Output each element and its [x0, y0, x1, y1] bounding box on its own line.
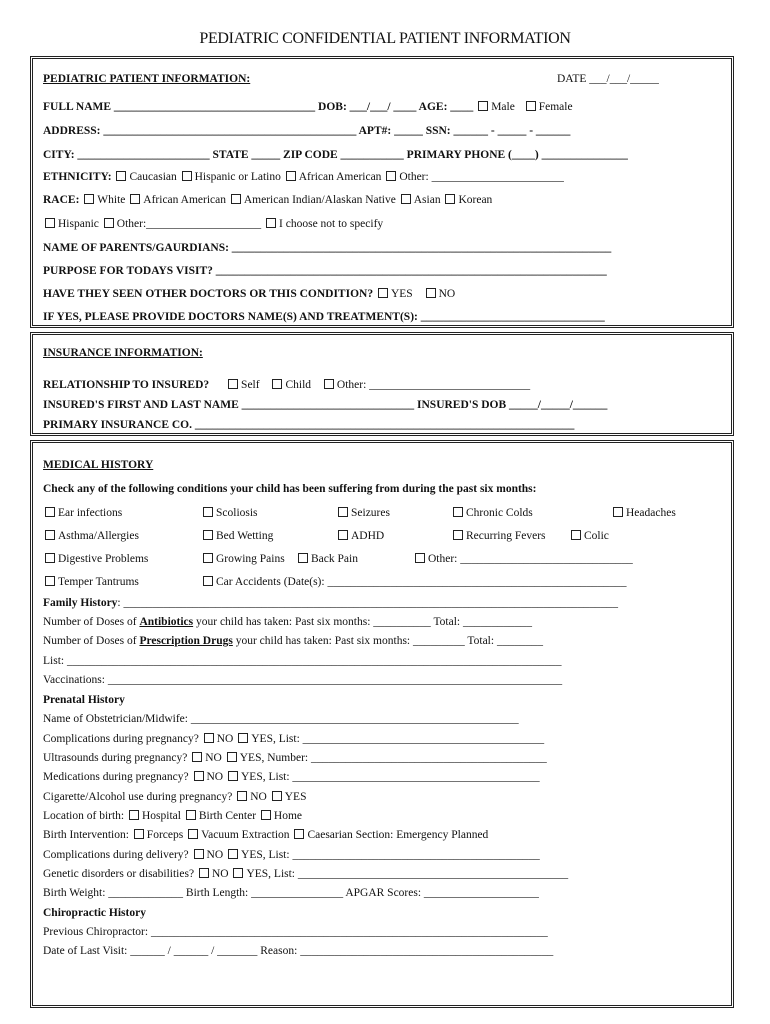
caesarian-checkbox[interactable]: [294, 829, 304, 839]
race-asian-label: Asian: [413, 194, 441, 206]
relationship-child-checkbox[interactable]: [272, 379, 282, 389]
condition-label: ADHD: [351, 530, 385, 542]
condition-checkbox[interactable]: [298, 553, 308, 563]
race-other-checkbox[interactable]: [104, 218, 114, 228]
no-label: NO: [206, 849, 224, 861]
cigarette-alcohol-label: Cigarette/Alcohol use during pregnancy?: [43, 791, 233, 803]
condition-checkbox[interactable]: [571, 530, 581, 540]
condition-label: Headaches: [626, 507, 676, 519]
no-label: NO: [206, 771, 224, 783]
genetic-no-checkbox[interactable]: [199, 868, 209, 878]
caesarian-label: Caesarian Section: Emergency Planned: [307, 829, 489, 841]
birth-measurements-field[interactable]: Birth Weight: _____________ Birth Length: ________________ APGAR Scores: ____________________: [43, 887, 539, 899]
ethnicity-other-checkbox[interactable]: [386, 171, 396, 181]
birth-center-label: Birth Center: [198, 810, 257, 822]
hospital-label: Hospital: [142, 810, 181, 822]
vacuum-label: Vacuum Extraction: [201, 829, 290, 841]
fullname-dob-age-field[interactable]: FULL NAME ___________________________________ DOB: ___/___/ ____ AGE: ____: [43, 101, 474, 113]
genetic-yes-checkbox[interactable]: [233, 868, 243, 878]
medications-label: Medications during pregnancy?: [43, 771, 189, 783]
delivery-complications-no-checkbox[interactable]: [194, 849, 204, 859]
race-korean-checkbox[interactable]: [445, 194, 455, 204]
vacuum-checkbox[interactable]: [188, 829, 198, 839]
condition-label: Ear infections: [58, 507, 123, 519]
condition-checkbox[interactable]: [45, 507, 55, 517]
race-not-specify-checkbox[interactable]: [266, 218, 276, 228]
condition-label: Digestive Problems: [58, 553, 149, 565]
delivery-complications-field[interactable]: YES, List: ___________________________________________: [241, 849, 540, 861]
male-label: Male: [491, 101, 515, 113]
birth-location-label: Location of birth:: [43, 810, 125, 822]
medications-yes-checkbox[interactable]: [228, 771, 238, 781]
ultrasounds-field[interactable]: YES, Number: _________________________________________: [239, 752, 547, 764]
condition-checkbox[interactable]: [338, 507, 348, 517]
condition-item[interactable]: [201, 574, 626, 590]
insurance-heading: INSURANCE INFORMATION:: [43, 347, 203, 359]
race-label: RACE:: [43, 194, 80, 206]
condition-checkbox[interactable]: [453, 530, 463, 540]
medications-no-checkbox[interactable]: [194, 771, 204, 781]
doctors-treatment-field[interactable]: IF YES, PLEASE PROVIDE DOCTORS NAME(S) AND TREATMENT(S): ________________________________: [43, 311, 605, 323]
condition-checkbox[interactable]: [415, 553, 425, 563]
condition-checkbox[interactable]: [453, 507, 463, 517]
male-checkbox[interactable]: [478, 101, 488, 111]
conditions-instruction: Check any of the following conditions your child has been suffering from during the past six months:: [43, 483, 537, 495]
condition-checkbox[interactable]: [203, 530, 213, 540]
pregnancy-complications-field[interactable]: YES, List: __________________________________________: [251, 733, 545, 745]
condition-label: Car Accidents (Date(s): ____________________________________________________: [216, 576, 627, 588]
medical-history-section: [30, 440, 734, 1008]
ethnicity-hispanic-label: Hispanic or Latino: [194, 171, 281, 183]
seen-yes-label: YES: [390, 288, 413, 300]
condition-item[interactable]: [43, 574, 139, 590]
birth-intervention-label: Birth Intervention:: [43, 829, 129, 841]
condition-label: Asthma/Allergies: [58, 530, 139, 542]
condition-item[interactable]: [201, 528, 273, 544]
race-not-specify-label: I choose not to specify: [279, 218, 384, 230]
family-history-label: Family History: [43, 597, 118, 609]
race-hispanic-checkbox[interactable]: [45, 218, 55, 228]
antibiotics-label: Antibiotics: [139, 616, 194, 628]
page-title: PEDIATRIC CONFIDENTIAL PATIENT INFORMATION: [199, 30, 571, 47]
delivery-complications-yes-checkbox[interactable]: [228, 849, 238, 859]
condition-item[interactable]: [43, 528, 139, 544]
city-field[interactable]: CITY: _______________________ STATE _____ ZIP CODE ___________ PRIMARY PHONE (____) _______________: [43, 149, 628, 161]
prescription-field[interactable]: your child has taken: Past six months: _________ Total: ________: [232, 635, 543, 647]
condition-item[interactable]: [296, 551, 358, 567]
race-african-american-label: African American: [143, 194, 226, 206]
ethnicity-label: ETHNICITY:: [43, 171, 112, 183]
patient-info-section: [30, 56, 734, 328]
ethnicity-caucasian-label: Caucasian: [129, 171, 177, 183]
condition-label: Chronic Colds: [466, 507, 533, 519]
race-korean-label: Korean: [458, 194, 493, 206]
antibiotics-prefix: Number of Doses of: [43, 616, 140, 628]
family-history-field[interactable]: : ______________________________________________________________________________________: [117, 597, 618, 609]
prescription-label: Prescription Drugs: [139, 635, 233, 647]
home-label: Home: [273, 810, 303, 822]
parents-field[interactable]: NAME OF PARENTS/GAURDIANS: __________________________________________________________________: [43, 242, 612, 254]
ethnicity-african-american-checkbox[interactable]: [286, 171, 296, 181]
condition-item[interactable]: [43, 505, 122, 521]
condition-checkbox[interactable]: [203, 507, 213, 517]
yes-label: YES: [284, 791, 307, 803]
seen-no-label: NO: [438, 288, 456, 300]
relationship-self-label: Self: [241, 379, 260, 391]
ethnicity-hispanic-checkbox[interactable]: [182, 171, 192, 181]
cigarette-no-checkbox[interactable]: [237, 791, 247, 801]
pregnancy-complications-label: Complications during pregnancy?: [43, 733, 199, 745]
condition-checkbox[interactable]: [45, 553, 55, 563]
condition-label: Bed Wetting: [216, 530, 274, 542]
antibiotics-field[interactable]: your child has taken: Past six months: __________ Total: ____________: [193, 616, 532, 628]
condition-label: Colic: [584, 530, 609, 542]
seen-no-checkbox[interactable]: [426, 288, 436, 298]
previous-chiropractor-field[interactable]: Previous Chiropractor: _____________________________________________________________________: [43, 926, 548, 938]
condition-checkbox[interactable]: [45, 576, 55, 586]
condition-label: Scoliosis: [216, 507, 258, 519]
forceps-checkbox[interactable]: [134, 829, 144, 839]
condition-item[interactable]: [413, 551, 633, 567]
condition-label: Back Pain: [311, 553, 358, 565]
genetic-disorders-label: Genetic disorders or disabilities?: [43, 868, 195, 880]
insurance-company-field[interactable]: PRIMARY INSURANCE CO. __________________________________________________________________: [43, 419, 575, 431]
female-checkbox[interactable]: [526, 101, 536, 111]
patient-info-heading: PEDIATRIC PATIENT INFORMATION:: [43, 73, 251, 85]
race-hispanic-label: Hispanic: [58, 218, 99, 230]
condition-item[interactable]: [611, 505, 676, 521]
condition-item[interactable]: [201, 551, 285, 567]
race-white-checkbox[interactable]: [84, 194, 94, 204]
prenatal-heading: Prenatal History: [43, 694, 125, 706]
condition-label: Temper Tantrums: [58, 576, 139, 588]
relationship-other-checkbox[interactable]: [324, 379, 334, 389]
purpose-field[interactable]: PURPOSE FOR TODAYS VISIT? ____________________________________________________________________: [43, 265, 607, 277]
obstetrician-field[interactable]: Name of Obstetrician/Midwife: _________________________________________________________: [43, 713, 519, 725]
ethnicity-african-american-label: African American: [298, 171, 382, 183]
insurance-section: [30, 332, 734, 436]
relationship-child-label: Child: [285, 379, 312, 391]
condition-label: Recurring Fevers: [466, 530, 546, 542]
home-checkbox[interactable]: [261, 810, 271, 820]
seen-yes-checkbox[interactable]: [378, 288, 388, 298]
condition-checkbox[interactable]: [613, 507, 623, 517]
list-field[interactable]: List: ______________________________________________________________________________________: [43, 655, 562, 667]
vaccinations-field[interactable]: Vaccinations: _______________________________________________________________________________: [43, 674, 563, 686]
prescription-prefix: Number of Doses of: [43, 635, 140, 647]
condition-label: Growing Pains: [216, 553, 285, 565]
race-asian-checkbox[interactable]: [401, 194, 411, 204]
condition-label: Seizures: [351, 507, 390, 519]
insured-name-dob-field[interactable]: INSURED'S FIRST AND LAST NAME ______________________________ INSURED'S DOB _____/_____/______: [43, 399, 608, 411]
condition-item[interactable]: [43, 551, 148, 567]
ethnicity-other-field[interactable]: Other: _______________________: [399, 171, 564, 183]
race-american-indian-checkbox[interactable]: [231, 194, 241, 204]
relationship-label: RELATIONSHIP TO INSURED?: [43, 379, 210, 391]
condition-item[interactable]: [569, 528, 609, 544]
ultrasounds-label: Ultrasounds during pregnancy?: [43, 752, 188, 764]
race-african-american-checkbox[interactable]: [130, 194, 140, 204]
medical-history-heading: MEDICAL HISTORY: [43, 459, 154, 471]
delivery-complications-label: Complications during delivery?: [43, 849, 189, 861]
condition-item[interactable]: [336, 528, 384, 544]
relationship-other-field[interactable]: Other: ____________________________: [336, 379, 531, 391]
female-label: Female: [538, 101, 573, 113]
pregnancy-complications-yes-checkbox[interactable]: [238, 733, 248, 743]
no-label: NO: [211, 868, 229, 880]
seen-other-doctors-label: HAVE THEY SEEN OTHER DOCTORS OR THIS CONDITION?: [43, 288, 374, 300]
birth-center-checkbox[interactable]: [186, 810, 196, 820]
no-label: NO: [205, 752, 222, 764]
condition-label: Other: ______________________________: [428, 553, 633, 565]
no-label: NO: [216, 733, 234, 745]
condition-checkbox[interactable]: [203, 576, 213, 586]
last-visit-field[interactable]: Date of Last Visit: ______ / ______ / _______ Reason: ____________________________________________: [43, 945, 554, 957]
ultrasounds-yes-checkbox[interactable]: [227, 752, 237, 762]
medications-field[interactable]: YES, List: ___________________________________________: [241, 771, 540, 783]
genetic-disorders-field[interactable]: YES, List: _______________________________________________: [246, 868, 569, 880]
race-white-label: White: [97, 194, 126, 206]
condition-checkbox[interactable]: [338, 530, 348, 540]
race-american-indian-label: American Indian/Alaskan Native: [243, 194, 396, 206]
no-label: NO: [250, 791, 267, 803]
condition-item[interactable]: [201, 505, 258, 521]
ethnicity-caucasian-checkbox[interactable]: [116, 171, 126, 181]
hospital-checkbox[interactable]: [129, 810, 139, 820]
relationship-self-checkbox[interactable]: [228, 379, 238, 389]
pregnancy-complications-no-checkbox[interactable]: [204, 733, 214, 743]
condition-item[interactable]: [336, 505, 390, 521]
condition-checkbox[interactable]: [45, 530, 55, 540]
address-field[interactable]: ADDRESS: ____________________________________________ APT#: _____ SSN: ______ - _____ - ______: [43, 125, 571, 137]
ultrasounds-no-checkbox[interactable]: [192, 752, 202, 762]
chiropractic-heading: Chiropractic History: [43, 907, 146, 919]
condition-item[interactable]: [451, 528, 546, 544]
date-field[interactable]: DATE ___/___/_____: [557, 73, 659, 85]
condition-checkbox[interactable]: [203, 553, 213, 563]
race-other-field[interactable]: Other:____________________: [116, 218, 262, 230]
cigarette-yes-checkbox[interactable]: [272, 791, 282, 801]
forceps-label: Forceps: [146, 829, 184, 841]
condition-item[interactable]: [451, 505, 533, 521]
